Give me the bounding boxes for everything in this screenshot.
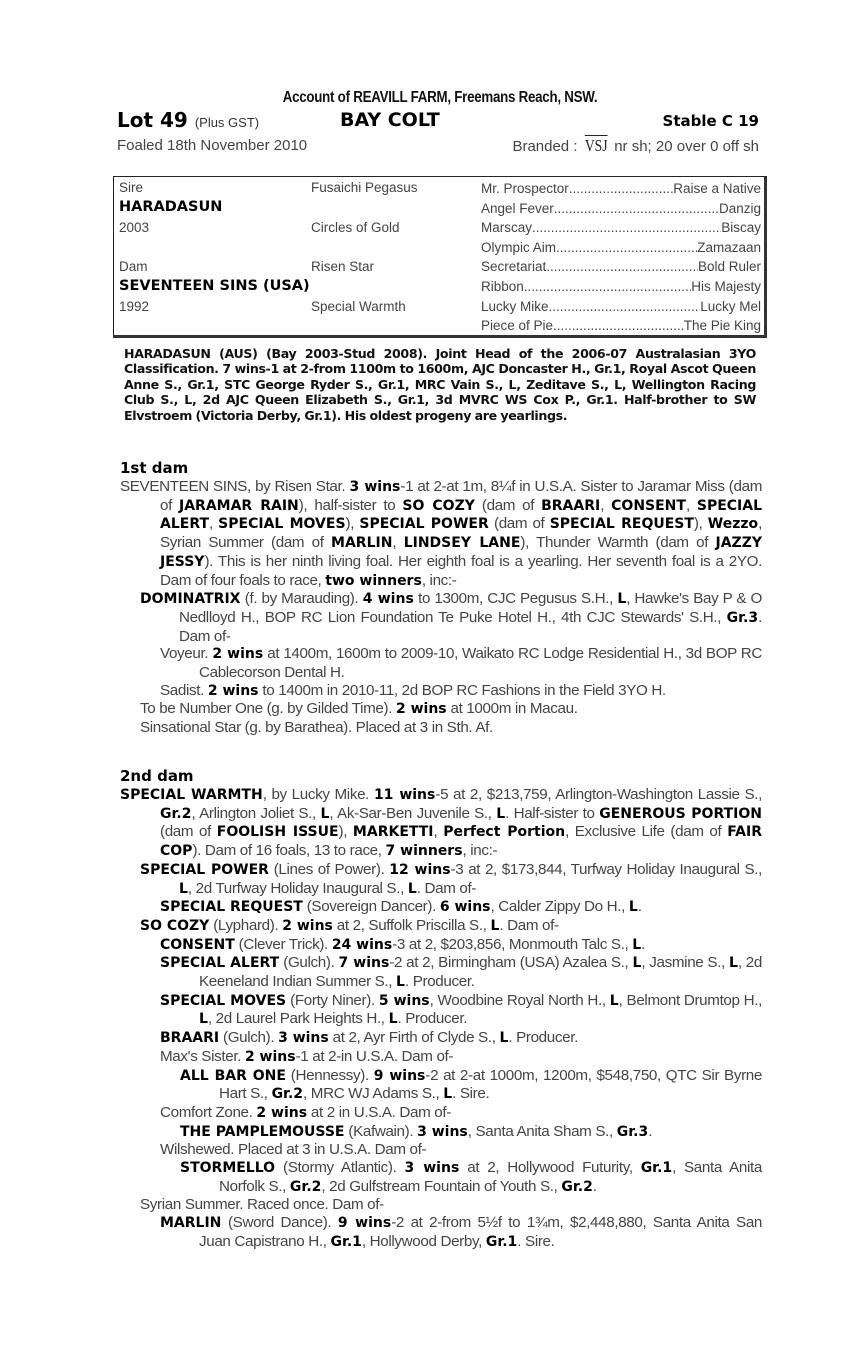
dam-year: 1992: [119, 299, 150, 314]
second-dam-section: [120, 767, 762, 1252]
first-dam-section: [120, 459, 762, 737]
pedigree-entry: Sinsational Star (g. by Barathea). Placed at 3 in Sth. Af.: [140, 719, 493, 737]
ancestor-right: Zamazaan: [697, 239, 761, 255]
sire-label: Sire: [119, 180, 144, 195]
ancestor-left: Secretariat: [481, 259, 547, 275]
ancestor-right: The Pie King: [683, 318, 761, 334]
pedigree-entry: SPECIAL ALERT (Gulch). 7 wins-2 at 2, Birmingham (USA) Azalea S., L, Jasmine S., L, 2d Keeneland Indian Summer S., L. Producer.: [160, 954, 763, 991]
dam-label: Dam: [119, 259, 148, 274]
ancestor-row: [481, 257, 761, 277]
sire-summary: HARADASUN (AUS) (Bay 2003-Stud 2008). Joint Head of the 2006-07 Australasian 3YO Classification. 7 wins-1 at 2-from 1100m to 1600m, AJC Doncaster H., Gr.1, Royal Ascot Queen Anne S., Gr.1, STC George Ryder S., Gr.1, MRC Vain S., L, Zeditave S., L, Wellington Racing Club S., L, 2d AJC Queen Elizabeth S., Gr.1, 3d MVRC WS Cox P., Gr.1. Half-brother to SW Elvstroem (Victoria Derby, Gr.1). His oldest progeny are yearlings.: [124, 346, 756, 423]
pedigree-entry: Sadist. 2 wins to 1400m in 2010-11, 2d BOP RC Fashions in the Field 3YO H.: [160, 681, 666, 699]
ancestor-row: [481, 297, 761, 317]
lot-label: Lot 49: [117, 108, 188, 132]
pedigree-entry: SPECIAL WARMTH, by Lucky Mike. 11 wins-5 at 2, $213,759, Arlington-Washington Lassie S., Gr.2, Arlington Joliet S., L, Ak-Sar-Ben Juvenile S., L. Half-sister to GENEROUS PORTION (dam of FOOLISH ISSUE), MARKETTI, Perfect Portion, Exclusive Life (dam of FAIR COP). Dam of 16 foals, 13 to race, 7 winners, inc:-: [120, 786, 762, 860]
brand-info: [512, 136, 759, 157]
pedigree-entry: SPECIAL REQUEST (Sovereign Dancer). 6 wins, Calder Zippy Do H., L.: [160, 898, 642, 916]
lot-number: [117, 108, 259, 135]
pedigree-entry: Wilshewed. Placed at 3 in U.S.A. Dam of-: [160, 1141, 427, 1159]
leader-dots: [556, 238, 697, 258]
leader-dots: [532, 218, 721, 238]
brand-mark-icon: $\overline{VSJ}$: [584, 136, 608, 155]
leader-dots: [546, 257, 698, 277]
leader-dots: [524, 277, 691, 297]
ancestor-row: [481, 179, 761, 199]
leader-dots: [549, 297, 701, 317]
ancestor-left: Angel Fever: [481, 200, 554, 216]
lot-row: [113, 108, 767, 132]
stable-location: Stable C 19: [662, 112, 759, 130]
sire-name: HARADASUN: [119, 199, 223, 215]
dam-of-sire: Circles of Gold: [311, 220, 400, 235]
pedigree-entry: SPECIAL POWER (Lines of Power). 12 wins-3 at 2, $173,844, Turfway Holiday Inaugural S., L, 2d Turfway Holiday Inaugural S., L. Dam of-: [140, 860, 762, 897]
ancestor-right: Bold Ruler: [697, 259, 761, 275]
pedigree-entry: Max's Sister. 2 wins-1 at 2-in U.S.A. Dam of-: [160, 1047, 454, 1065]
pedigree-entry: BRAARI (Gulch). 3 wins at 2, Ayr Firth of Clyde S., L. Producer.: [160, 1029, 578, 1047]
sire-of-sire: Fusaichi Pegasus: [311, 180, 418, 195]
pedigree-entry: THE PAMPLEMOUSSE (Kafwain). 3 wins, Santa Anita Sham S., Gr.3.: [180, 1122, 653, 1140]
first-dam-title: 1st dam: [120, 459, 189, 477]
second-dam-title: 2nd dam: [120, 767, 194, 785]
branded-label: Branded :: [512, 138, 578, 155]
ancestor-row: [481, 218, 761, 238]
pedigree-entry: ALL BAR ONE (Hennessy). 9 wins-2 at 2-at 1000m, 1200m, $548,750, QTC Sir Byrne Hart S., Gr.2, MRC WJ Adams S., L. Sire.: [180, 1066, 762, 1103]
pedigree-entry: Syrian Summer. Raced once. Dam of-: [140, 1196, 384, 1214]
pedigree-entry: To be Number One (g. by Gilded Time). 2 wins at 1000m in Macau.: [140, 700, 578, 718]
ancestor-right: Raise a Native: [673, 181, 761, 196]
leader-dots: [553, 316, 684, 336]
pedigree-entry: Voyeur. 2 wins at 1400m, 1600m to 2009-10, Waikato RC Lodge Residential H., 3d BOP RC Cablecorson Dental H.: [160, 645, 763, 682]
pedigree-entry: DOMINATRIX (f. by Marauding). 4 wins to 1300m, CJC Pegusus S.H., L, Hawke's Bay P & O Nedlloyd H., BOP RC Lion Foundation Te Puke Hotel H., 4th CJC Stewards' S.H., Gr.3. Dam of-: [140, 590, 762, 645]
ancestor-row: [481, 277, 761, 297]
pedigree-entry: STORMELLO (Stormy Atlantic). 3 wins at 2, Hollywood Futurity, Gr.1, Santa Anita Norfolk S., Gr.2, 2d Gulfstream Fountain of Youth S., Gr.2.: [180, 1159, 762, 1195]
leader-dots: [569, 179, 673, 199]
ancestor-left: Olympic Aim: [481, 239, 557, 255]
ancestor-left: Mr. Prospector: [481, 181, 569, 196]
ancestor-right: Biscay: [721, 220, 761, 236]
pedigree-entry: MARLIN (Sword Dance). 9 wins-2 at 2-from 5½f to 1¾m, $2,448,880, Santa Anita San Juan Capistrano H., Gr.1, Hollywood Derby, Gr.1. Sire.: [160, 1214, 763, 1250]
foaled-date: Foaled 18th November 2010: [117, 137, 308, 154]
ancestor-left: Piece of Pie: [481, 318, 554, 334]
pedigree-entry: SPECIAL MOVES (Forty Niner). 5 wins, Woodbine Royal North H., L, Belmont Drumtop H., L, 2d Laurel Park Heights H., L. Producer.: [160, 991, 763, 1028]
sire-of-dam: Risen Star: [311, 259, 375, 274]
pedigree-entry: CONSENT (Clever Trick). 24 wins-3 at 2, $203,856, Monmouth Talc S., L.: [160, 935, 646, 953]
pedigree-entry: SEVENTEEN SINS, by Risen Star. 3 wins-1 at 2-at 1m, 8¼f in U.S.A. Sister to Jaramar Miss (dam of JARAMAR RAIN), half-sister to SO COZY (dam of BRAARI, CONSENT, SPECIAL ALERT, SPECIAL MOVES), SPECIAL POWER (dam of SPECIAL REQUEST), Wezzo, Syrian Summer (dam of MARLIN, LINDSEY LANE), Thunder Warmth (dam of JAZZY JESSY). This is her ninth living foal. Her eighth foal is a yearling. Her seventh foal is a 2YO. Dam of four foals to race, two winners, inc:-: [120, 478, 763, 589]
pedigree-entry: SO COZY (Lyphard). 2 wins at 2, Suffolk Priscilla S., L. Dam of-: [140, 916, 559, 934]
second-dam-body: [120, 786, 762, 1252]
ancestor-left: Marscay: [481, 220, 533, 236]
first-dam-body: [120, 478, 762, 737]
ancestor-left: Lucky Mike: [481, 298, 549, 314]
ancestor-right: Danzig: [718, 200, 761, 216]
branded-detail: nr sh; 20 over 0 off sh: [614, 138, 759, 155]
ancestor-row: [481, 316, 761, 336]
catalogue-page-header: [113, 88, 767, 160]
ancestor-row: [481, 238, 761, 258]
foaling-row: [113, 136, 767, 160]
ancestor-right: His Majesty: [691, 279, 761, 294]
ancestor-left: Ribbon: [481, 279, 524, 294]
ancestor-row: [481, 199, 761, 219]
ancestor-right: Lucky Mel: [700, 298, 761, 314]
colour-sex: BAY COLT: [340, 109, 440, 131]
pedigree-entry: Comfort Zone. 2 wins at 2 in U.S.A. Dam of-: [160, 1103, 451, 1121]
lot-gst-note: (Plus GST): [194, 115, 260, 130]
leader-dots: [554, 199, 719, 219]
dam-of-dam: Special Warmth: [311, 299, 406, 314]
sire-year: 2003: [119, 220, 150, 235]
vendor-account-line: Account of REAVILL FARM, Freemans Reach, NSW.: [282, 89, 598, 106]
dam-name: SEVENTEEN SINS (USA): [119, 278, 310, 294]
pedigree-table: [113, 176, 767, 338]
